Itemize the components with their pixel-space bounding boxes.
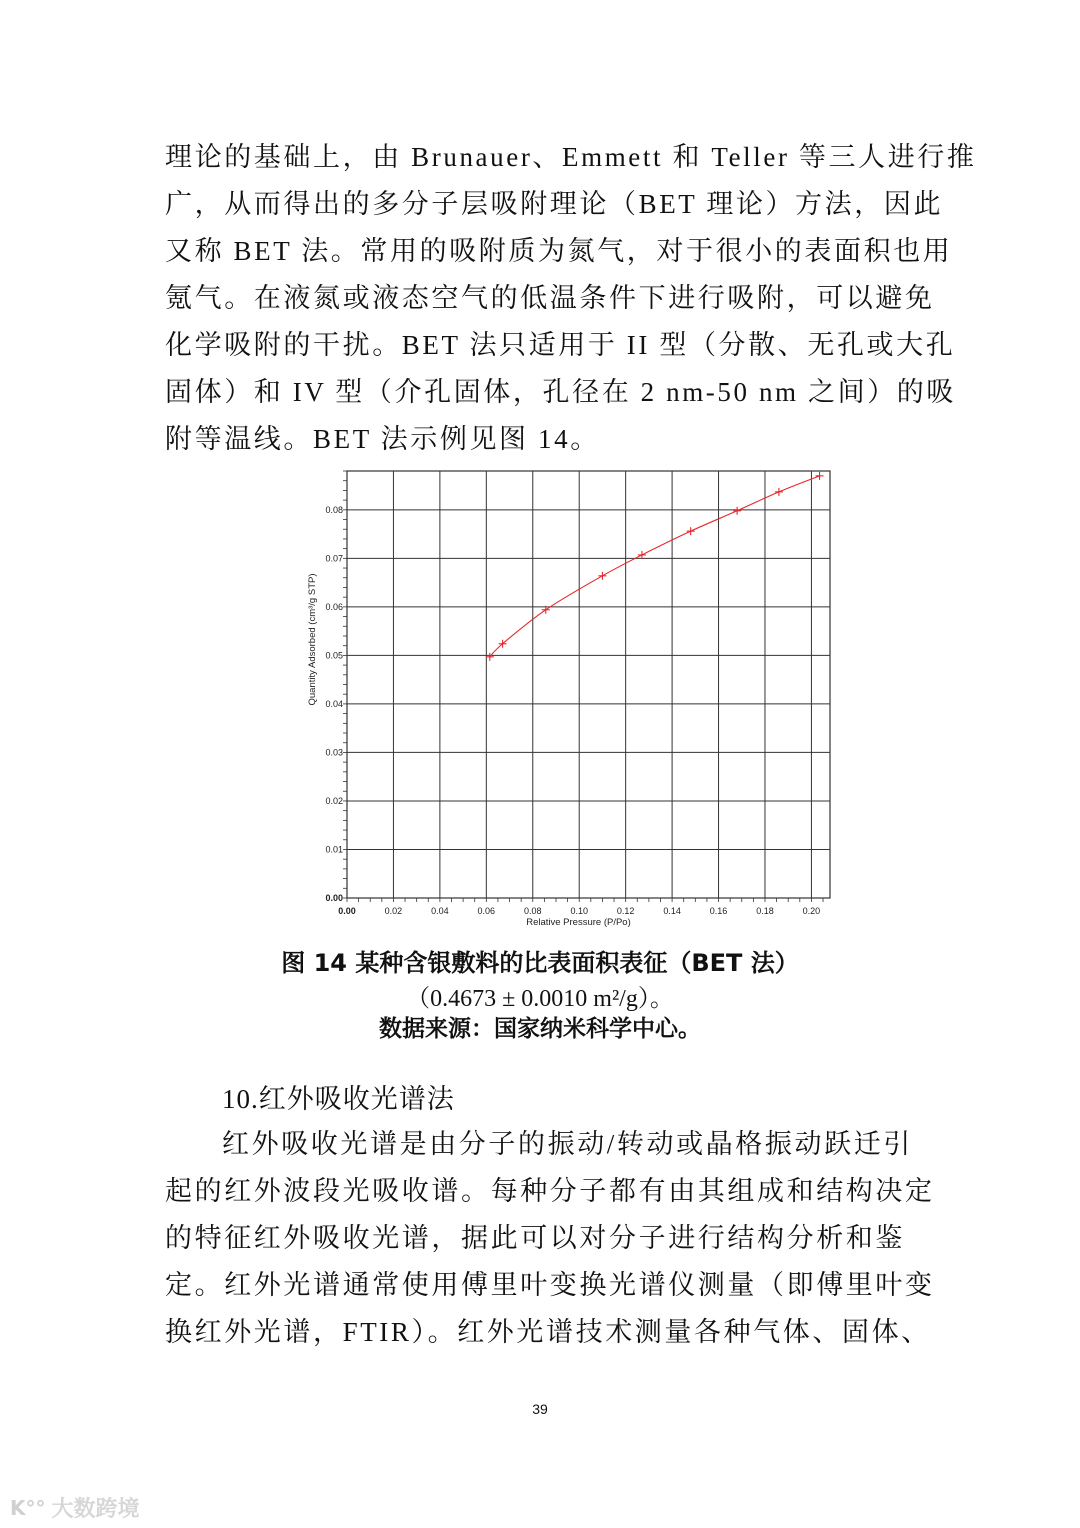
x-tick-label: 0.12 xyxy=(616,906,635,916)
plot-frame xyxy=(347,471,830,898)
x-tick-label: 0.04 xyxy=(431,906,449,916)
y-tick-label: 0.01 xyxy=(325,844,343,855)
text-line: 氪气。在液氮或液态空气的低温条件下进行吸附，可以避免 xyxy=(165,283,935,313)
x-tick-label: 0.16 xyxy=(709,906,728,916)
text-line: 定。红外光谱通常使用傅里叶变换光谱仪测量（即傅里叶变 xyxy=(165,1270,935,1300)
chart-canvas xyxy=(300,465,840,935)
y-tick-label: 0.03 xyxy=(325,747,343,758)
y-tick-label: 0.04 xyxy=(325,698,343,709)
x-tick-label: 0.08 xyxy=(524,906,542,916)
body-paragraph-bet xyxy=(165,134,977,463)
text-line: 红外吸收光谱是由分子的振动/转动或晶格振动跃迁引 xyxy=(222,1129,913,1159)
x-tick-label: 0.02 xyxy=(384,906,403,916)
text-line: 固体）和 IV 型（介孔固体，孔径在 2 nm-50 nm 之间）的吸 xyxy=(165,377,956,407)
text-line: 附等温线。BET 法示例见图 14。 xyxy=(165,424,600,454)
y-tick-label: 0.08 xyxy=(325,504,343,515)
figure-caption-source: 数据来源：国家纳米科学中心。 xyxy=(379,1016,701,1042)
y-tick-label: 0.05 xyxy=(325,650,343,661)
text-line: 的特征红外吸收光谱，据此可以对分子进行结构分析和鉴 xyxy=(165,1223,905,1253)
x-tick-label: 0.20 xyxy=(802,906,821,916)
x-tick-label: 0.14 xyxy=(663,906,681,916)
y-tick-label: 0.07 xyxy=(325,553,343,564)
body-paragraph-ir xyxy=(165,1121,935,1356)
figure-caption-title: 图 14 某种含银敷料的比表面积表征（BET 法） xyxy=(281,949,799,977)
text-line: 又称 BET 法。常用的吸附质为氮气，对于很小的表面积也用 xyxy=(165,236,953,266)
y-tick-label: 0.00 xyxy=(325,893,343,903)
text-line: 广，从而得出的多分子层吸附理论（BET 理论）方法，因此 xyxy=(165,189,944,219)
text-line: 理论的基础上，由 Brunauer、Emmett 和 Teller 等三人进行推 xyxy=(165,142,977,172)
watermark-text: 大数跨境 xyxy=(51,1497,140,1522)
x-tick-label: 0.18 xyxy=(756,906,774,916)
y-axis-label: Quantity Adsorbed (cm³/g STP) xyxy=(307,573,318,706)
page-number: 39 xyxy=(532,1401,548,1417)
bet-isotherm-chart xyxy=(300,465,840,935)
text-line: 化学吸附的干扰。BET 法只适用于 II 型（分散、无孔或大孔 xyxy=(165,330,956,360)
text-line: 换红外光谱，FTIR）。红外光谱技术测量各种气体、固体、 xyxy=(165,1317,931,1347)
watermark-logo-icon: K°° xyxy=(10,1495,46,1520)
section-heading: 10.红外吸收光谱法 xyxy=(222,1084,455,1114)
y-tick-label: 0.02 xyxy=(325,795,343,806)
x-tick-label: 0.00 xyxy=(338,906,356,916)
x-tick-label: 0.06 xyxy=(477,906,496,916)
watermark xyxy=(10,1492,140,1523)
figure-caption-value: （0.4673 ± 0.0010 m²/g）。 xyxy=(406,986,674,1012)
x-axis-label: Relative Pressure (P/Po) xyxy=(526,917,631,928)
text-line: 起的红外波段光吸收谱。每种分子都有由其组成和结构决定 xyxy=(165,1176,935,1206)
x-tick-label: 0.10 xyxy=(570,906,588,916)
y-tick-label: 0.06 xyxy=(325,601,343,612)
